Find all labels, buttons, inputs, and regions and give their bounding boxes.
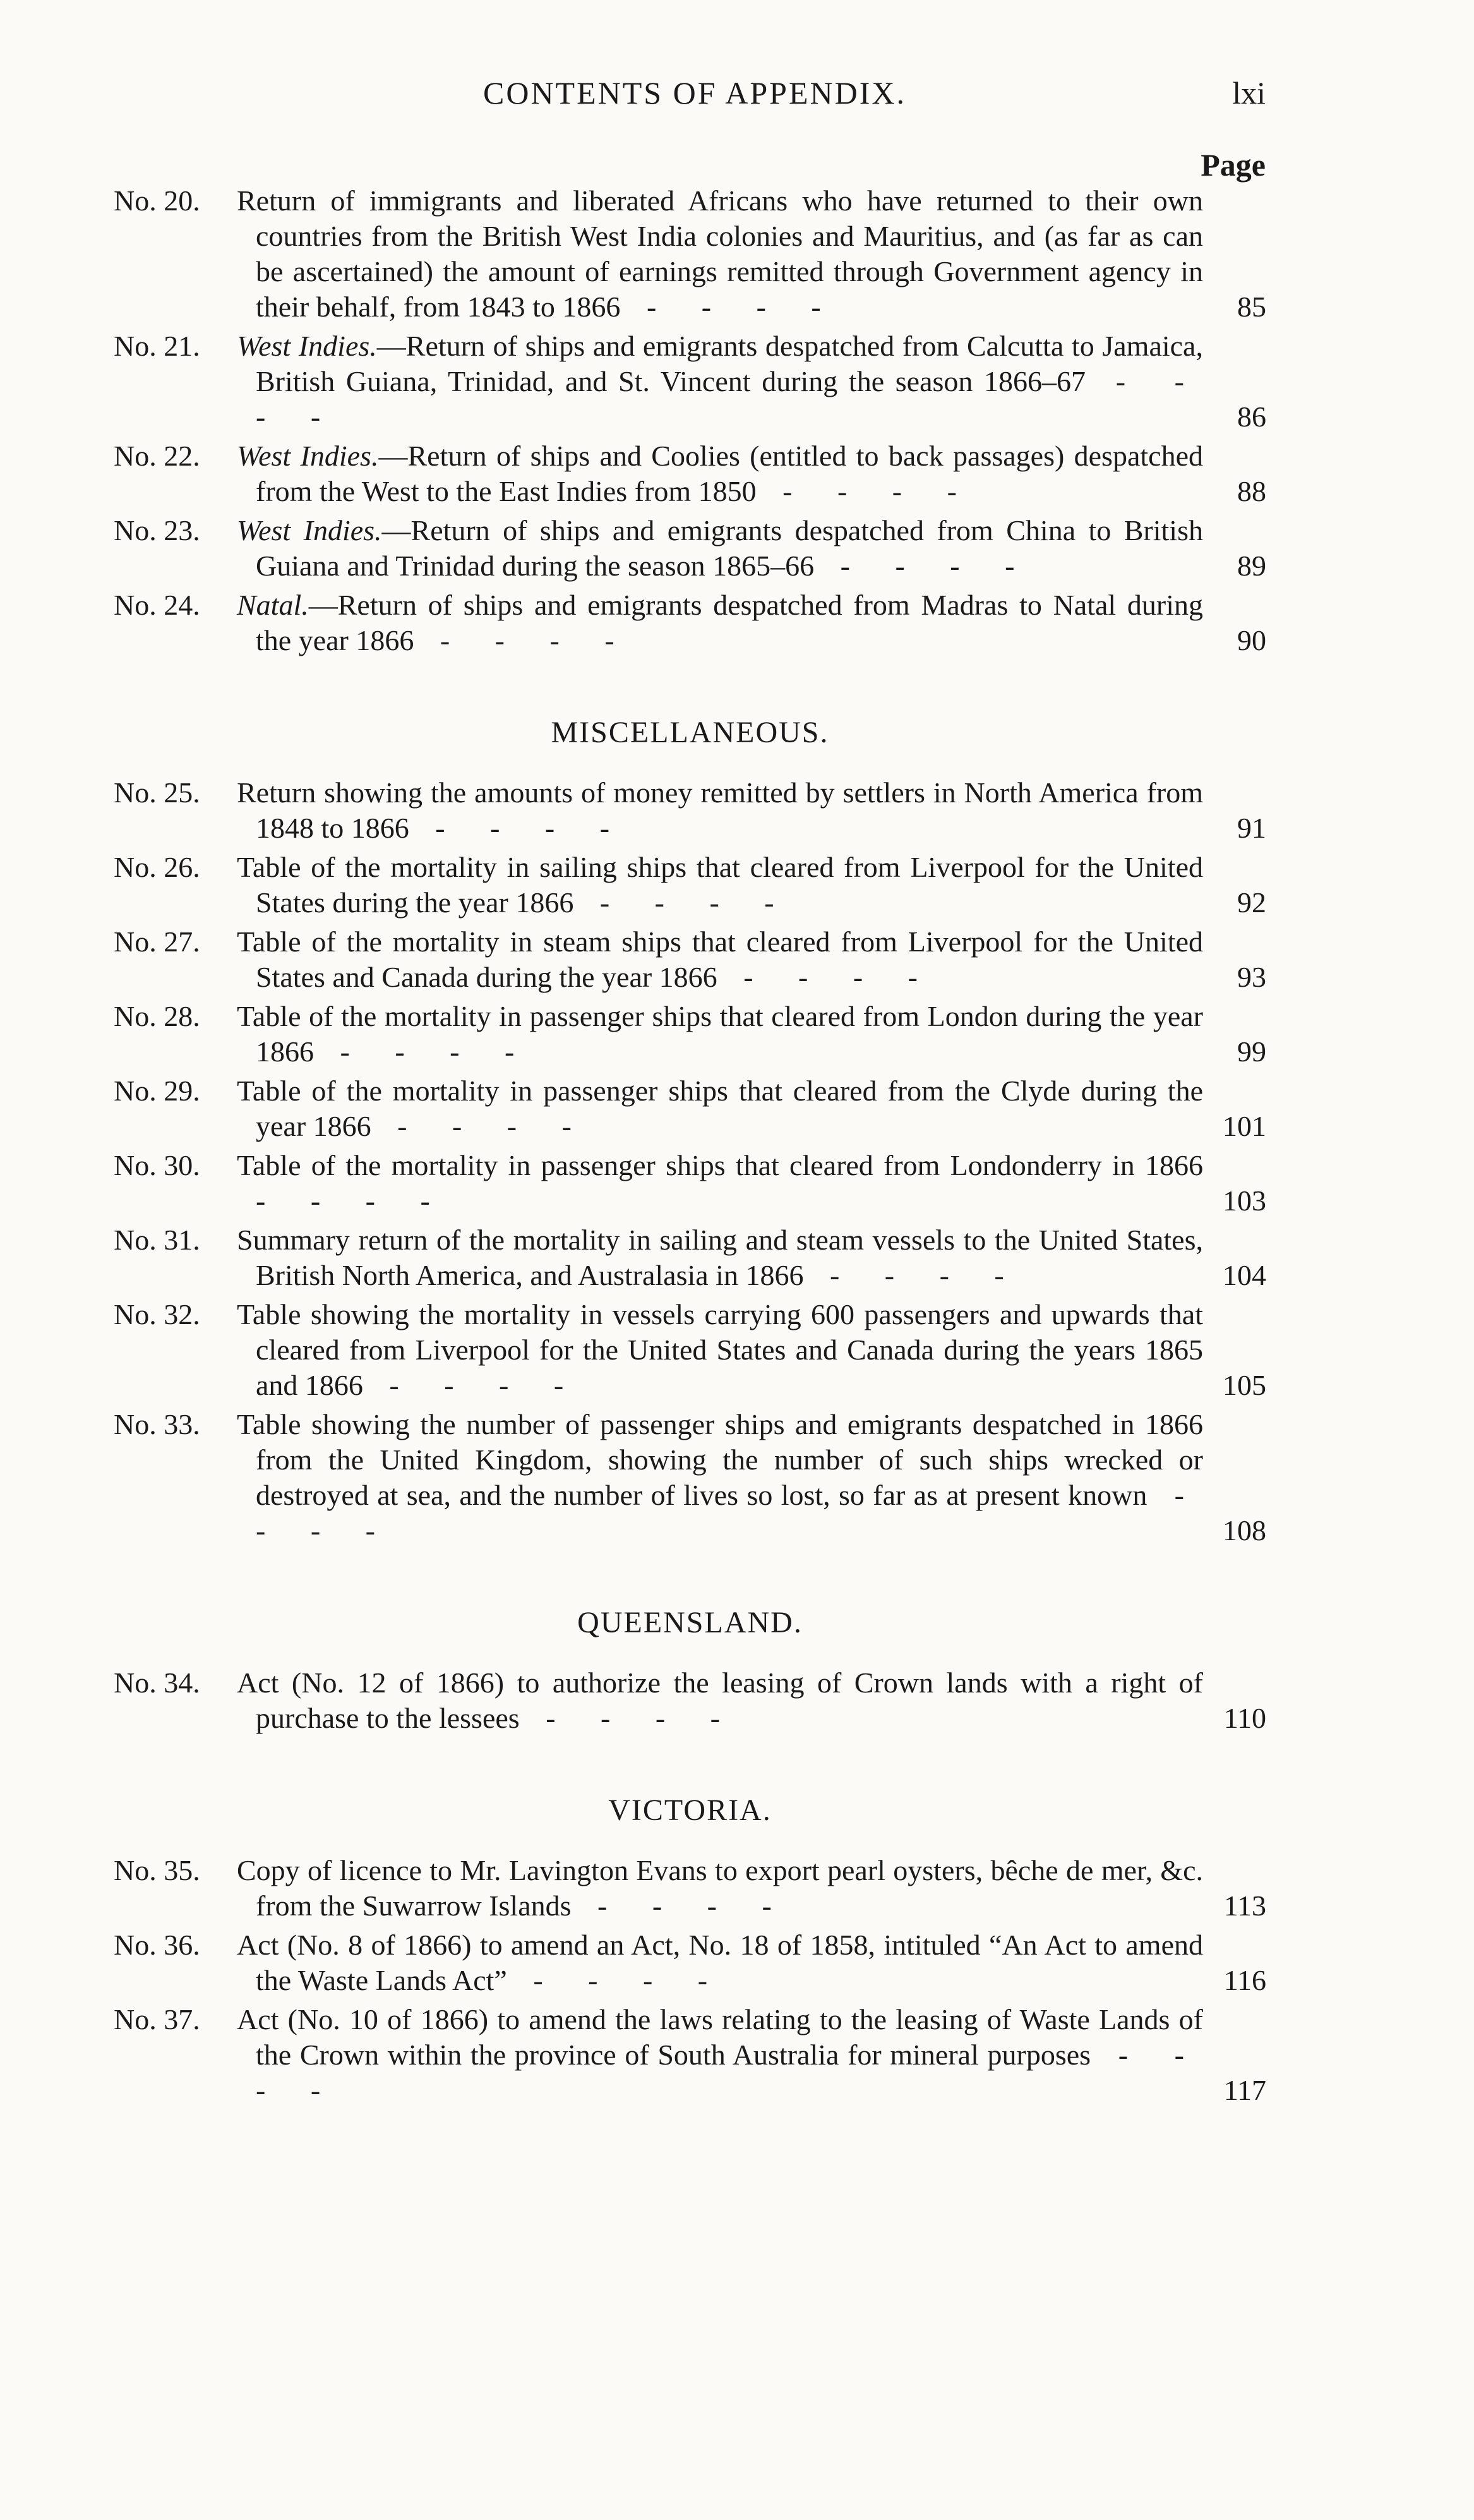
entry-description: Table of the mortality in passenger ships that cleared from the Clyde during the year 1866 [237, 1075, 1203, 1142]
entry-number: No. 25. [114, 776, 200, 809]
header-title: CONTENTS OF APPENDIX. [482, 75, 906, 111]
toc-entry [114, 2002, 1266, 2108]
entry-description: —Return of ships and emigrants despatched from Calcutta to Jamaica, British Guiana, Trinidad, and St. Vincent during the season 1866–67 [256, 330, 1203, 397]
toc-entry [114, 924, 1266, 995]
toc-entry [114, 1665, 1266, 1736]
page-column-label: Page [1201, 147, 1266, 183]
entry-page-number: 113 [1223, 1890, 1266, 1922]
entry-text [237, 183, 1203, 325]
entry-number: No. 37. [114, 2003, 200, 2035]
entry-text [237, 850, 1203, 920]
page-header [0, 75, 1474, 119]
leader-dashes: - - - - [256, 365, 1203, 433]
leader-dashes: - - - - [717, 961, 937, 993]
entry-text [237, 775, 1203, 846]
toc-entry [114, 588, 1266, 658]
header-page-number: lxi [1232, 75, 1266, 111]
entry-text [237, 1665, 1203, 1736]
entry-number: No. 22. [114, 440, 200, 472]
leader-dashes: - - - - [519, 1702, 739, 1734]
toc-entry [114, 513, 1266, 584]
entry-page-number: 90 [1237, 624, 1266, 656]
entry-description: Table showing the number of passenger ships and emigrants despatched in 1866 from the United Kingdom, showing the number of such ships wrecked or destroyed at sea, and the number of lives so lost, so far as at present known [237, 1408, 1203, 1511]
leader-dashes: - - - - [371, 1110, 590, 1142]
entry-page-number: 105 [1223, 1369, 1266, 1401]
entry-description: Table of the mortality in sailing ships that cleared from Liverpool for the United States during the year 1866 [237, 851, 1203, 919]
entry-lead: West Indies. [237, 514, 382, 546]
leader-dashes: - - - - [256, 2039, 1203, 2106]
entry-description: Summary return of the mortality in sailing and steam vessels to the United States, British North America, and Australasia in 1866 [237, 1224, 1203, 1291]
toc-entry [114, 1222, 1266, 1293]
toc-entry [114, 1148, 1266, 1219]
entry-description: —Return of ships and emigrants despatched from Madras to Natal during the year 1866 [256, 589, 1203, 656]
section-heading: MISCELLANEOUS. [551, 716, 829, 749]
leader-dashes: - - - - [573, 886, 793, 919]
entry-text [237, 2002, 1203, 2108]
entry-description: Return of immigrants and liberated Africans who have returned to their own countries from the British West India colonies and Mauritius, and (as far as can be ascertained) the amount of earnings remitted through Government agency in their behalf, from 1843 to 1866 [237, 184, 1203, 323]
entry-description: Act (No. 8 of 1866) to amend an Act, No. 18 of 1858, intituled “An Act to amend the Waste Lands Act” [237, 1929, 1203, 1996]
toc-entry [114, 438, 1266, 509]
toc-entry [114, 1073, 1266, 1144]
entry-text [237, 924, 1203, 995]
table-of-contents [114, 183, 1266, 2112]
entry-description: Copy of licence to Mr. Lavington Evans to export pearl oysters, bêche de mer, &c. from the Suwarrow Islands [237, 1854, 1203, 1922]
entry-page-number: 117 [1223, 2074, 1266, 2106]
leader-dashes: - - - - [506, 1964, 727, 1996]
entry-description: Table of the mortality in passenger ships that cleared from Londonderry in 1866 [237, 1149, 1203, 1181]
entry-description: Table of the mortality in passenger ships that cleared from London during the year 1866 [237, 1000, 1203, 1068]
toc-entry [114, 183, 1266, 325]
section-heading: QUEENSLAND. [577, 1606, 803, 1639]
entry-page-number: 85 [1237, 291, 1266, 323]
entry-page-number: 88 [1237, 475, 1266, 507]
entry-text [237, 1407, 1203, 1548]
entry-page-number: 116 [1223, 1964, 1266, 1996]
entry-number: No. 23. [114, 514, 200, 546]
entry-text [237, 1853, 1203, 1924]
entry-number: No. 32. [114, 1298, 200, 1330]
section-heading: VICTORIA. [608, 1794, 772, 1827]
leader-dashes: - - - - [814, 550, 1034, 582]
leader-dashes: - - - - [256, 1479, 1204, 1546]
entry-lead: West Indies. [237, 440, 379, 472]
toc-entry [114, 329, 1266, 435]
entry-description: Act (No. 12 of 1866) to authorize the leasing of Crown lands with a right of purchase to the lessees [237, 1667, 1203, 1734]
entry-text [237, 1073, 1203, 1144]
entry-text [237, 329, 1203, 435]
toc-entry [114, 1853, 1266, 1924]
entry-number: No. 33. [114, 1408, 200, 1440]
leader-dashes: - - - - [409, 812, 629, 844]
entry-number: No. 27. [114, 925, 200, 958]
entry-description: —Return of ships and emigrants despatched from China to British Guiana and Trinidad during the season 1865–66 [256, 514, 1203, 582]
leader-dashes: - - - - [571, 1890, 791, 1922]
toc-entry [114, 1407, 1266, 1548]
entry-page-number: 92 [1237, 886, 1266, 919]
entry-page-number: 91 [1237, 812, 1266, 844]
leader-dashes: - - - - [803, 1259, 1023, 1291]
entry-text [237, 999, 1203, 1070]
entry-text [237, 513, 1203, 584]
entry-page-number: 93 [1237, 961, 1266, 993]
leader-dashes: - - - - [756, 475, 976, 507]
entry-number: No. 24. [114, 589, 200, 621]
toc-entry [114, 850, 1266, 920]
entry-text [237, 588, 1203, 658]
leader-dashes: - - - - [620, 291, 840, 323]
entry-description: Act (No. 10 of 1866) to amend the laws relating to the leasing of Waste Lands of the Crown within the province of South Australia for mineral purposes [237, 2003, 1203, 2071]
entry-number: No. 28. [114, 1000, 200, 1032]
entry-page-number: 89 [1237, 550, 1266, 582]
entry-lead: West Indies. [237, 330, 377, 362]
entry-number: No. 30. [114, 1149, 200, 1181]
entry-description: —Return of ships and Coolies (entitled to back passages) despatched from the West to the East Indies from 1850 [256, 440, 1203, 507]
entry-text [237, 438, 1203, 509]
leader-dashes: - - - - [256, 1185, 449, 1217]
entry-number: No. 35. [114, 1854, 200, 1886]
toc-entry [114, 1297, 1266, 1403]
leader-dashes: - - - - [414, 624, 633, 656]
entry-lead: Natal. [237, 589, 309, 621]
entry-number: No. 36. [114, 1929, 200, 1961]
entry-number: No. 31. [114, 1224, 200, 1256]
entry-number: No. 21. [114, 330, 200, 362]
entry-page-number: 104 [1223, 1259, 1266, 1291]
entry-description: Table showing the mortality in vessels carrying 600 passengers and upwards that cleared from Liverpool for the United States and Canada during the years 1865 and 1866 [237, 1298, 1203, 1401]
toc-entry [114, 775, 1266, 846]
entry-number: No. 26. [114, 851, 200, 883]
leader-dashes: - - - - [314, 1035, 534, 1068]
entry-number: No. 34. [114, 1667, 200, 1699]
entry-text [237, 1222, 1203, 1293]
entry-number: No. 29. [114, 1075, 200, 1107]
entry-text [237, 1297, 1203, 1403]
toc-entry [114, 999, 1266, 1070]
entry-text [237, 1927, 1203, 1998]
leader-dashes: - - - - [363, 1369, 583, 1401]
entry-page-number: 99 [1237, 1035, 1266, 1068]
toc-entry [114, 1927, 1266, 1998]
entry-page-number: 110 [1223, 1702, 1266, 1734]
entry-description: Return showing the amounts of money remitted by settlers in North America from 1848 to 1866 [237, 776, 1203, 844]
entry-page-number: 103 [1223, 1185, 1266, 1217]
entry-number: No. 20. [114, 184, 200, 217]
entry-page-number: 108 [1223, 1514, 1266, 1546]
entry-page-number: 86 [1237, 401, 1266, 433]
entry-text [237, 1148, 1203, 1219]
entry-description: Table of the mortality in steam ships that cleared from Liverpool for the United States and Canada during the year 1866 [237, 925, 1203, 993]
entry-page-number: 101 [1223, 1110, 1266, 1142]
